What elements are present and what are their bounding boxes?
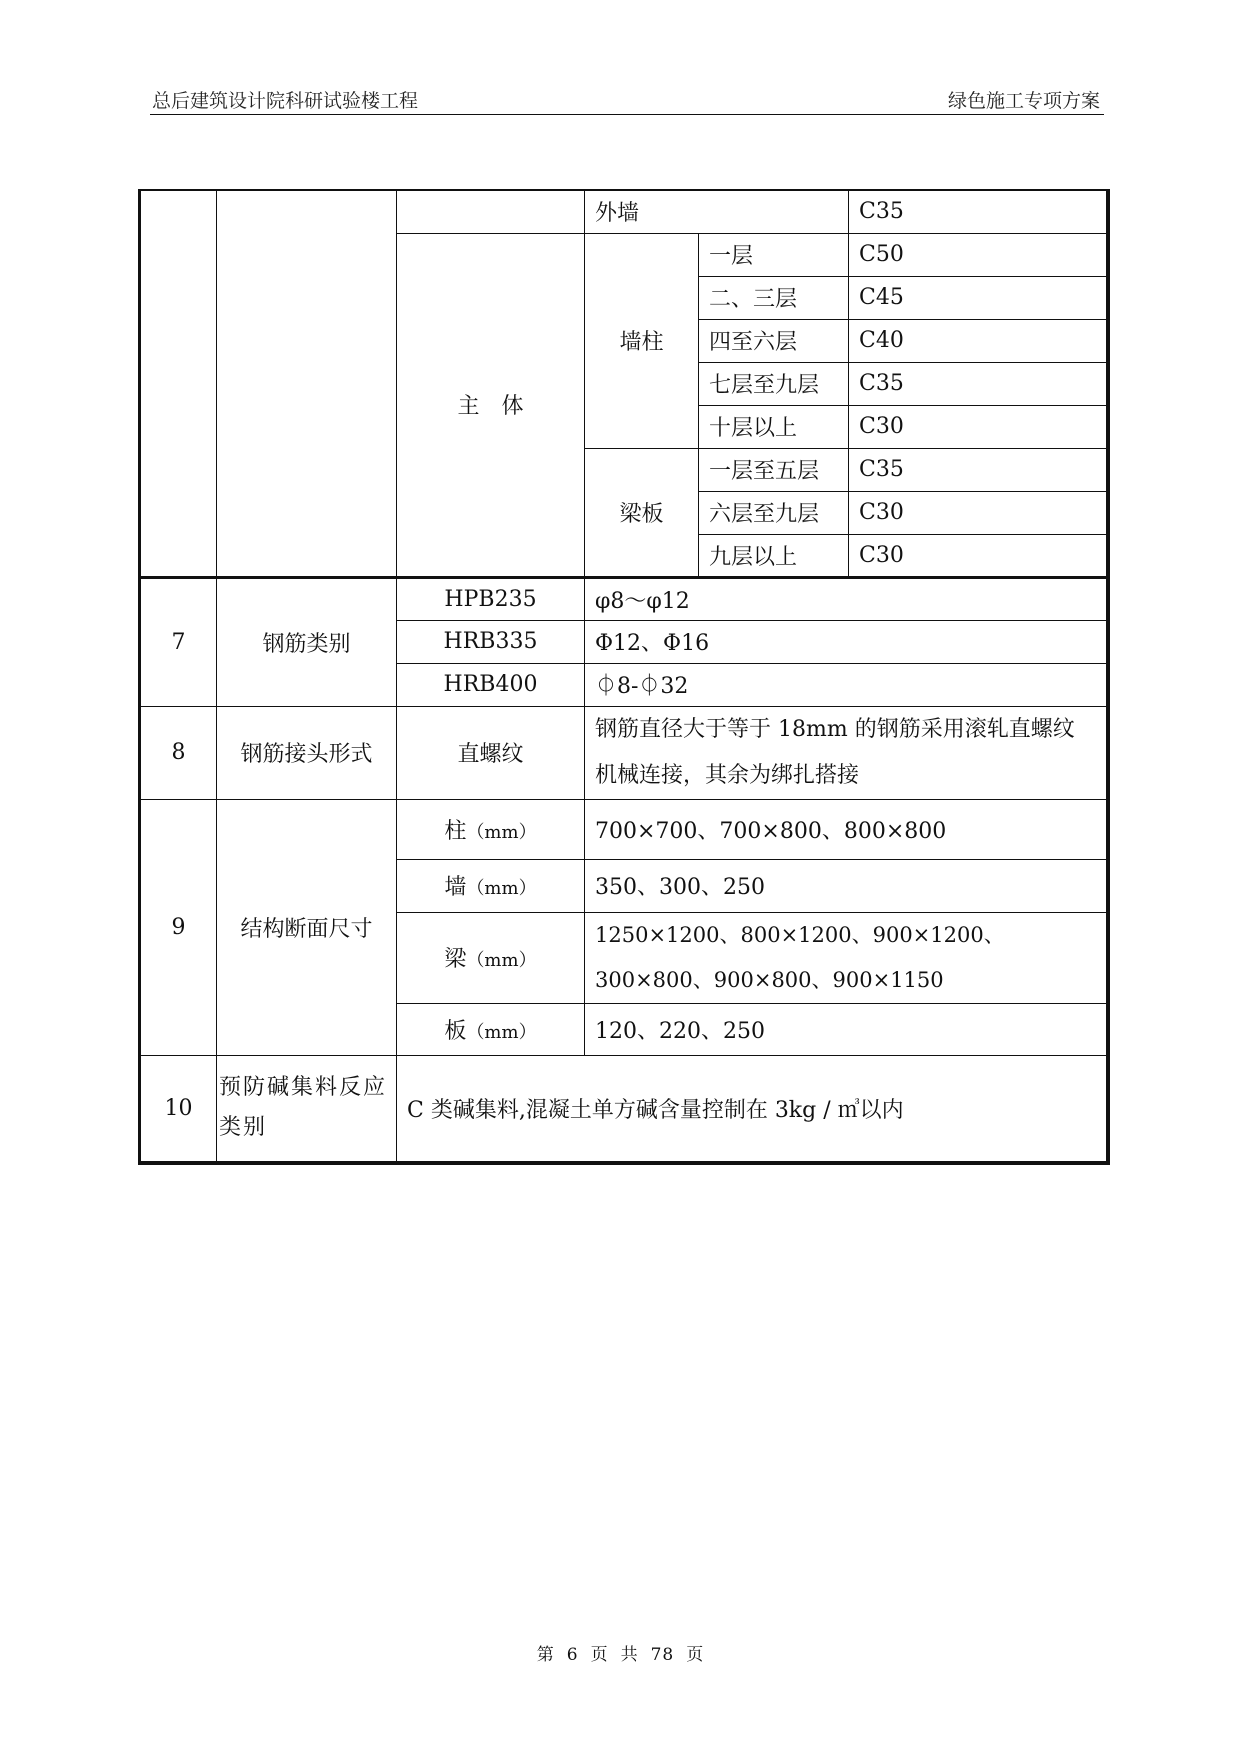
cell-joint-type: 直螺纹 [397, 706, 585, 799]
cell-grade: C30 [849, 491, 1108, 534]
cell-floor: 一层至五层 [699, 448, 849, 491]
table-row [140, 706, 1108, 799]
table-row [140, 577, 1108, 620]
part-name: 板 [444, 1018, 467, 1044]
footer-total-word: 共 [620, 1645, 639, 1665]
part-name: 柱 [444, 818, 467, 844]
cell-item: 预防碱集料反应类别 [217, 1055, 397, 1163]
cell-item: 钢筋类别 [217, 577, 397, 706]
cell-alkali-desc: C 类碱集料,混凝土单方碱含量控制在 3kg / ㎥以内 [397, 1055, 1108, 1163]
cell-item-empty [217, 190, 397, 577]
footer-total-pages: 78 [650, 1645, 675, 1665]
cell-rebar-type: HRB400 [397, 663, 585, 706]
cell-size: 1250×1200、800×1200、900×1200、300×800、900×800、900×1150 [585, 912, 1108, 1003]
table-row [140, 799, 1108, 859]
part-name: 梁 [444, 947, 467, 972]
cell-floor: 一层 [699, 233, 849, 276]
cell-part [397, 859, 585, 912]
cell-beam-slab: 梁板 [585, 448, 699, 577]
header-project-title: 总后建筑设计院科研试验楼工程 [152, 90, 419, 112]
page-footer [0, 1640, 1241, 1665]
cell-part [397, 912, 585, 1003]
cell-floor: 二、三层 [699, 276, 849, 319]
cell-floor: 七层至九层 [699, 362, 849, 405]
cell-grade: C50 [849, 233, 1108, 276]
cell-item: 钢筋接头形式 [217, 706, 397, 799]
cell-size: 120、220、250 [585, 1003, 1108, 1055]
part-name: 墙 [444, 875, 467, 900]
part-unit: （mm） [466, 821, 537, 843]
cell-floor: 十层以上 [699, 405, 849, 448]
cell-rebar-spec: Φ12、Φ16 [585, 620, 1108, 663]
cell-grade: C35 [849, 448, 1108, 491]
cell-grade: C30 [849, 405, 1108, 448]
spec-table [138, 189, 1110, 1165]
footer-page-number: 6 [566, 1645, 579, 1665]
part-unit: （mm） [466, 950, 537, 971]
cell-no-empty [140, 190, 217, 577]
cell-wall-column: 墙柱 [585, 233, 699, 448]
cell-floor: 九层以上 [699, 534, 849, 577]
cell-rebar-type: HRB335 [397, 620, 585, 663]
cell-no: 9 [140, 799, 217, 1055]
cell-part [397, 799, 585, 859]
cell-no: 8 [140, 706, 217, 799]
cell-floor: 四至六层 [699, 319, 849, 362]
cell-grade: C30 [849, 534, 1108, 577]
cell-size: 700×700、700×800、800×800 [585, 799, 1108, 859]
cell-size: 350、300、250 [585, 859, 1108, 912]
cell-rebar-spec: φ8～φ12 [585, 577, 1108, 620]
cell-rebar-type: HPB235 [397, 577, 585, 620]
cell-no: 7 [140, 577, 217, 706]
cell-joint-desc: 钢筋直径大于等于 18mm 的钢筋采用滚轧直螺纹机械连接，其余为绑扎搭接 [585, 706, 1108, 799]
table-row [140, 190, 1108, 233]
cell-part [397, 1003, 585, 1055]
footer-prefix: 第 [536, 1645, 555, 1665]
cell-exterior-wall: 外墙 [585, 190, 849, 233]
cell-floor: 六层至九层 [699, 491, 849, 534]
cell-item: 结构断面尺寸 [217, 799, 397, 1055]
cell-empty [397, 190, 585, 233]
cell-grade: C35 [849, 190, 1108, 233]
header-rule [150, 114, 1104, 115]
table-row [140, 1055, 1108, 1163]
header-document-title: 绿色施工专项方案 [947, 90, 1100, 112]
cell-rebar-spec: ⏀8-⏀32 [585, 663, 1108, 706]
footer-suffix: 页 [686, 1645, 705, 1665]
part-unit: （mm） [466, 878, 537, 899]
cell-grade: C45 [849, 276, 1108, 319]
cell-main-body: 主 体 [397, 233, 585, 577]
cell-no: 10 [140, 1055, 217, 1163]
footer-page-word: 页 [590, 1645, 609, 1665]
cell-grade: C40 [849, 319, 1108, 362]
part-unit: （mm） [466, 1021, 537, 1043]
cell-grade: C35 [849, 362, 1108, 405]
